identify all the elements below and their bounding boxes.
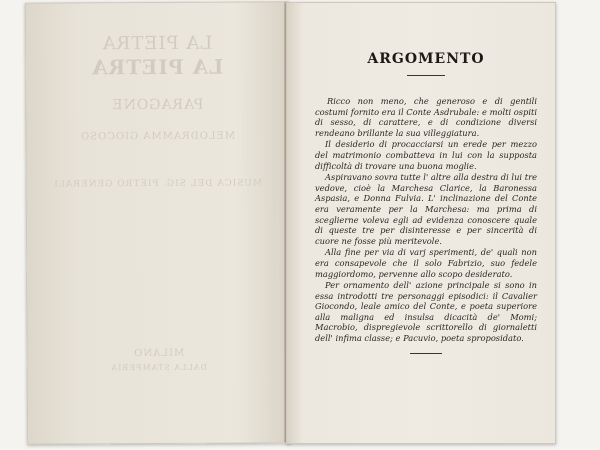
- bleed-through-text: MELODRAMMA GIOCOSO: [79, 130, 236, 143]
- page-title: ARGOMENTO: [367, 51, 485, 67]
- paragraph: Aspiravano sovra tutte l' altre alla destra di lui tre vedove, cioè la Marchesa Clarice, la Baronessa Aspasia, e Donna Fulvia. L' inclinazione del Conte era veramente per la Marchesa: ma prima di sceglierne voleva egli ad evidenza conoscere quale di queste tre per disinteresse e per sincerità di cuore ne fosse più meritevole.: [315, 172, 537, 246]
- title-rule: [407, 75, 445, 76]
- open-book: [22, 2, 562, 448]
- bleed-through-text: LA PIETRA: [101, 32, 213, 55]
- paragraph: Per ornamento dell' azione principale si sono in essa introdotti tre personaggi episodici: il Cavalier Giocondo, leale amico del Conte, e poeta superiore alla maligna ed insulsa dicacità de' Momi; Macrobio, dispregievole scrittorello di giornaletti dell' infima classe; e Pacuvio, poeta sproposidato.: [315, 280, 537, 344]
- argomento-section: [315, 51, 537, 354]
- bleed-through-text: PARAGONE: [111, 96, 204, 114]
- bleed-through-text: MUSICA DEL SIG. PIETRO GENERALI: [53, 178, 263, 190]
- paragraph: Ricco non meno, che generoso e di gentili costumi fornito era il Conte Asdrubale: e molti ospiti di sesso, di carattere, e di condizione diversi rendeano brillante la sua villeggiatura.: [315, 96, 537, 138]
- paragraph: Alla fine per via di varj sperimenti, de' quali non era consapevole che il solo Fabrizio, suo fedele maggiordomo, pervenne allo scopo desiderato.: [315, 247, 537, 279]
- right-page: [286, 2, 556, 444]
- end-rule: [410, 353, 442, 354]
- left-page: [25, 1, 291, 444]
- paragraph: Il desiderio di procacciarsi un erede per mezzo del matrimonio combatteva in lui con la supposta difficoltà di trovare una buona moglie.: [315, 139, 537, 171]
- bleed-through-text: DALLA STAMPERIA: [110, 362, 208, 373]
- bleed-through-text: MILANO: [133, 347, 185, 360]
- bleed-through-text: LA PIETRA: [91, 54, 224, 80]
